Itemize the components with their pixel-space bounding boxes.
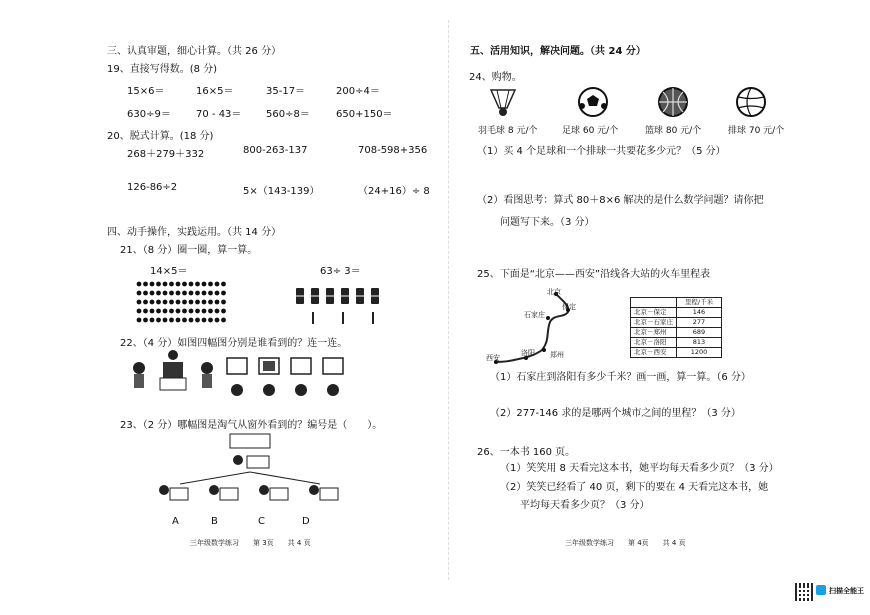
option-label-c: C xyxy=(258,516,265,527)
dot xyxy=(156,309,161,314)
dot xyxy=(189,282,194,287)
q24-title: 24、购物。 xyxy=(469,72,522,83)
dot xyxy=(202,318,207,323)
children-around-tv-illustration xyxy=(125,350,235,400)
soccer-ball-icon xyxy=(577,86,609,118)
table-row: 北京－保定 146 xyxy=(631,308,722,318)
item-label-soccer: 足球 60 元/个 xyxy=(562,126,619,136)
map-label-shijiazhuang: 石家庄 xyxy=(524,311,545,319)
stick-bundles xyxy=(290,284,400,329)
dot xyxy=(169,318,174,323)
q24-part1: （1）买 4 个足球和一个排球一共要花多少元？（5 分） xyxy=(477,146,726,157)
section3-title: 三、认真审题，细心计算。（共 26 分） xyxy=(107,46,282,57)
dot xyxy=(221,309,226,314)
basketball-icon xyxy=(657,86,689,118)
dot xyxy=(221,300,226,305)
option-label-d: D xyxy=(302,516,310,527)
dot xyxy=(189,291,194,296)
dot xyxy=(150,309,155,314)
option-label-a: A xyxy=(172,516,179,527)
dot xyxy=(169,291,174,296)
table-header-km: 里程/千米 xyxy=(677,298,722,308)
dot xyxy=(163,318,168,323)
dot xyxy=(195,282,200,287)
dot xyxy=(169,300,174,305)
railway-route-map xyxy=(484,284,594,370)
mileage-table xyxy=(630,297,722,358)
map-label-baoding: 保定 xyxy=(562,303,576,311)
dot xyxy=(215,300,220,305)
table-row: 北京－石家庄 277 xyxy=(631,318,722,328)
dot xyxy=(176,309,181,314)
page-footer-right: 三年级数学练习 第 4页 共 4 页 xyxy=(565,539,686,547)
dot xyxy=(202,300,207,305)
q26-part2-line2: 平均每天看多少页？（3 分） xyxy=(520,500,650,511)
dot xyxy=(195,309,200,314)
q24-part2-line2: 问题写下来。（3 分） xyxy=(500,217,595,228)
dot xyxy=(176,318,181,323)
table-row: 北京－洛阳 813 xyxy=(631,338,722,348)
q20-item: 268＋279＋332 xyxy=(127,149,205,160)
q19-item: 70 - 43＝ xyxy=(196,109,242,120)
map-label-luoyang: 洛阳 xyxy=(521,349,535,357)
q20-title: 20、脱式计算。(18 分) xyxy=(107,131,214,142)
dot xyxy=(215,282,220,287)
dot xyxy=(215,318,220,323)
dot xyxy=(202,282,207,287)
map-label-beijing: 北京 xyxy=(547,288,561,296)
dot xyxy=(156,318,161,323)
q22-title: 22、（4 分）如图四幅图分别是谁看到的？连一连。 xyxy=(120,338,348,349)
q26-part1: （1）笑笑用 8 天看完这本书，她平均每天看多少页？（3 分） xyxy=(500,463,779,474)
dot xyxy=(215,291,220,296)
q19-item: 35-17＝ xyxy=(266,86,306,97)
dot xyxy=(208,318,213,323)
dot xyxy=(182,282,187,287)
dot xyxy=(169,282,174,287)
dot xyxy=(163,282,168,287)
viewpoint-pictures xyxy=(225,356,345,404)
map-label-zhengzhou: 郑州 xyxy=(550,351,564,359)
dot xyxy=(176,282,181,287)
map-label-xian: 西安 xyxy=(486,354,500,362)
q21-title: 21、（8 分）圈一圈，算一算。 xyxy=(120,245,258,256)
q23-title: 23、（2 分）哪幅图是淘气从窗外看到的？编号是（ ）。 xyxy=(120,420,383,431)
table-row: 北京－西安 1200 xyxy=(631,348,722,358)
dot xyxy=(182,318,187,323)
q21-expression-a: 14×5＝ xyxy=(150,266,188,277)
dot xyxy=(202,291,207,296)
table-header-route xyxy=(631,298,677,308)
q19-item: 560÷8＝ xyxy=(266,109,310,120)
scanner-logo-icon xyxy=(816,585,826,595)
dot xyxy=(169,309,174,314)
q19-title: 19、直接写得数。(8 分) xyxy=(107,64,218,75)
shuttlecock-icon xyxy=(487,86,519,118)
dot xyxy=(150,318,155,323)
dot xyxy=(189,318,194,323)
dot xyxy=(150,291,155,296)
dot xyxy=(189,300,194,305)
dot xyxy=(156,300,161,305)
dot xyxy=(137,282,142,287)
dot xyxy=(208,291,213,296)
dot xyxy=(137,318,142,323)
dot xyxy=(143,282,148,287)
dot xyxy=(156,291,161,296)
q19-item: 15×6＝ xyxy=(127,86,165,97)
dot xyxy=(163,309,168,314)
q19-item: 16×5＝ xyxy=(196,86,234,97)
dot xyxy=(143,300,148,305)
dot xyxy=(221,291,226,296)
q25-title: 25、下面是“北京——西安”沿线各大站的火车里程表 xyxy=(477,269,711,280)
dot xyxy=(195,291,200,296)
dot xyxy=(189,309,194,314)
dot xyxy=(163,300,168,305)
dot xyxy=(221,318,226,323)
dot xyxy=(137,291,142,296)
dot xyxy=(143,309,148,314)
dot xyxy=(208,282,213,287)
volleyball-icon xyxy=(735,86,767,118)
dot xyxy=(143,291,148,296)
q20-item: 708-598+356 xyxy=(358,145,428,156)
q20-item: 5×（143-139） xyxy=(243,186,320,197)
dot xyxy=(176,291,181,296)
q21-expression-b: 63÷ 3＝ xyxy=(320,266,361,277)
q19-item: 650+150＝ xyxy=(336,109,393,120)
dot xyxy=(202,309,207,314)
dot xyxy=(208,300,213,305)
dot xyxy=(163,291,168,296)
dot xyxy=(195,300,200,305)
dot xyxy=(150,300,155,305)
dot xyxy=(137,300,142,305)
section4-title: 四、动手操作，实践运用。（共 14 分） xyxy=(107,227,282,238)
dot-grid xyxy=(135,280,235,330)
dot xyxy=(137,309,142,314)
q20-item: 126-86÷2 xyxy=(127,182,178,193)
item-label-basketball: 篮球 80 元/个 xyxy=(645,126,702,136)
dot xyxy=(143,318,148,323)
dot xyxy=(182,309,187,314)
table-row: 北京－郑州 689 xyxy=(631,328,722,338)
q24-part2-line1: （2）看图思考：算式 80＋8×6 解决的是什么数学问题？请你把 xyxy=(477,195,764,206)
q25-part2: （2）277-146 求的是哪两个城市之间的里程？（3 分） xyxy=(490,408,741,419)
q20-item: 800-263-137 xyxy=(243,145,308,156)
dot xyxy=(195,318,200,323)
q26-part2-line1: （2）笑笑已经看了 40 页，剩下的要在 4 天看完这本书，她 xyxy=(500,482,769,493)
dot xyxy=(215,309,220,314)
dot xyxy=(208,309,213,314)
dot xyxy=(176,300,181,305)
item-label-volleyball: 排球 70 元/个 xyxy=(728,126,785,136)
section5-title: 五、活用知识，解决问题。（共 24 分） xyxy=(470,46,646,57)
page-footer-left: 三年级数学练习 第 3页 共 4 页 xyxy=(190,539,311,547)
dot xyxy=(182,300,187,305)
qr-code-icon xyxy=(795,583,813,601)
item-label-shuttlecock: 羽毛球 8 元/个 xyxy=(478,126,538,136)
q25-part1: （1）石家庄到洛阳有多少千米？画一画，算一算。（6 分） xyxy=(490,372,751,383)
watermark-text: 扫描全能王 xyxy=(829,587,864,595)
q19-item: 630÷9＝ xyxy=(127,109,171,120)
dot xyxy=(182,291,187,296)
q20-item: （24+16）÷ 8 xyxy=(358,186,430,197)
option-label-b: B xyxy=(211,516,218,527)
q19-item: 200÷4＝ xyxy=(336,86,380,97)
dot xyxy=(221,282,226,287)
q26-title: 26、一本书 160 页。 xyxy=(477,447,576,458)
dot xyxy=(150,282,155,287)
classroom-illustration xyxy=(150,432,340,512)
page-divider xyxy=(448,20,449,580)
dot xyxy=(156,282,161,287)
